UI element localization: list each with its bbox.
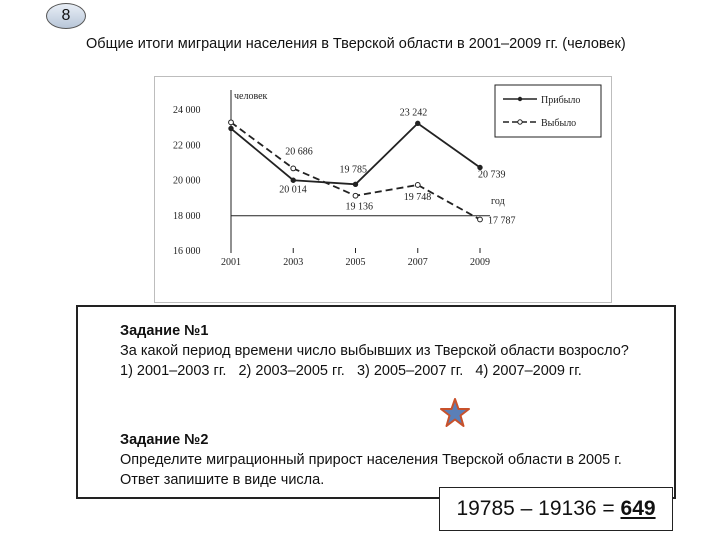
x-axis-label: год — [491, 195, 505, 207]
data-label: 19 785 — [339, 164, 367, 176]
data-point — [353, 182, 357, 186]
data-label: 17 787 — [488, 215, 516, 227]
task-2-heading: Задание №2 — [120, 432, 209, 448]
data-point — [416, 121, 420, 125]
data-point — [353, 193, 358, 198]
answer-box — [439, 487, 673, 531]
y-tick-label: 22 000 — [173, 140, 201, 152]
task-1-option-4: 4) 2007–2009 гг. — [475, 363, 582, 379]
legend-marker-departed — [518, 120, 522, 124]
task-box — [76, 305, 676, 499]
x-tick-label: 2005 — [345, 257, 366, 268]
legend-label-arrived: Прибыло — [541, 95, 581, 106]
slide-number-badge: 8 — [46, 3, 86, 29]
answer-result: 649 — [620, 497, 656, 520]
x-tick-label: 2003 — [283, 257, 304, 268]
legend-marker-arrived — [518, 97, 522, 101]
task-1-option-3: 3) 2005–2007 гг. — [356, 363, 464, 379]
answer-expression: 19785 – 19136 = — [456, 497, 621, 520]
task-2-question: Определите миграционный прирост населения Тверской области в 2005 г. Ответ запишите в виде числа. — [120, 452, 622, 488]
y-tick-label: 16 000 — [173, 246, 201, 257]
task-1-option-1: 1) 2001–2003 гг. — [120, 363, 227, 379]
data-label: 23 242 — [399, 107, 428, 119]
y-axis-label: человек — [234, 91, 268, 102]
legend-label-departed: Выбыло — [541, 118, 577, 129]
data-point — [415, 183, 420, 188]
star-icon — [440, 398, 470, 428]
data-point — [229, 120, 234, 125]
x-tick-label: 2009 — [470, 257, 490, 268]
y-tick-label: 20 000 — [173, 175, 201, 187]
data-label: 20 739 — [478, 169, 506, 181]
data-label: 20 686 — [285, 146, 313, 158]
legend-box — [495, 85, 601, 137]
data-label: 20 014 — [279, 184, 307, 196]
data-label: 19 748 — [403, 191, 432, 203]
chart-frame — [154, 76, 612, 303]
page-title: Общие итоги миграции населения в Тверской области в 2001–2009 гг. (человек) — [86, 36, 626, 52]
task-2 — [120, 430, 665, 490]
migration-line-chart — [155, 77, 611, 302]
task-1-heading: Задание №1 — [120, 323, 209, 339]
data-point — [478, 217, 483, 222]
task-1 — [120, 321, 665, 381]
task-1-question: За какой период времени число выбывших из Тверской области возросло? — [120, 343, 629, 359]
y-tick-label: 24 000 — [173, 105, 201, 116]
x-tick-label: 2007 — [407, 257, 428, 268]
x-tick-label: 2001 — [221, 257, 241, 268]
task-1-options — [120, 361, 665, 381]
data-point — [291, 166, 296, 171]
data-point — [291, 178, 295, 182]
task-1-option-2: 2) 2003–2005 гг. — [238, 363, 345, 379]
y-tick-label: 18 000 — [173, 210, 201, 222]
data-point — [229, 126, 233, 130]
data-label: 19 136 — [345, 201, 373, 213]
